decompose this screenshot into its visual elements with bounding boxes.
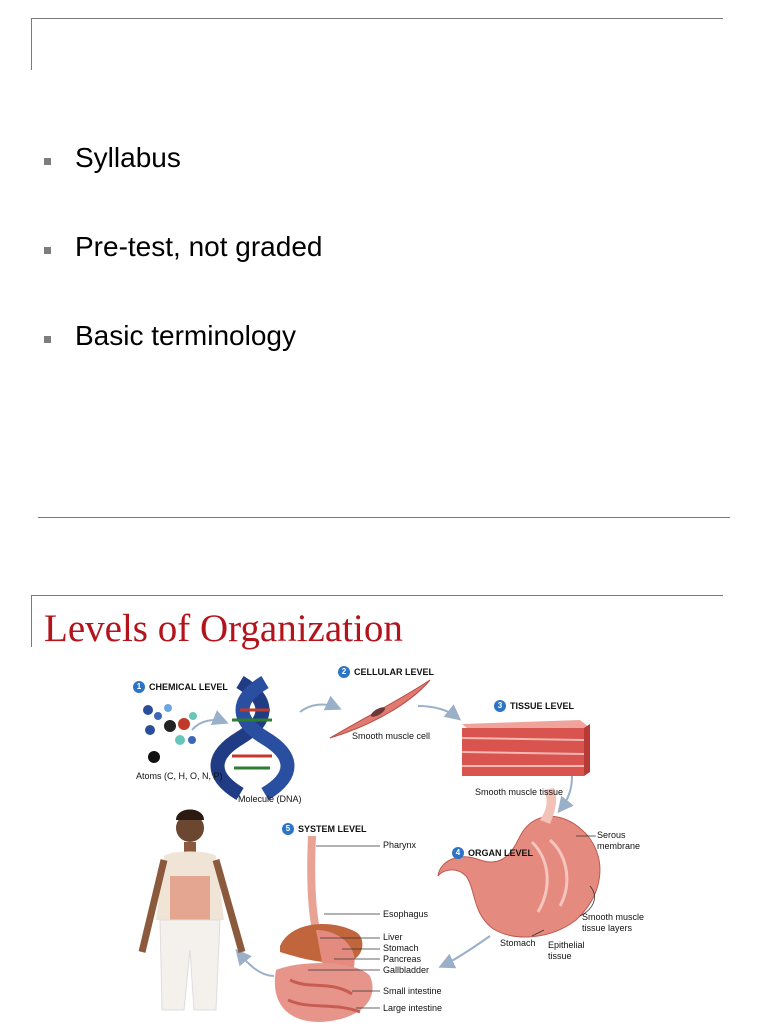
label-esophagus: Esophagus xyxy=(383,909,429,919)
caption-serous: Serous xyxy=(597,830,626,840)
caption-stomach-organ: Stomach xyxy=(500,938,536,948)
caption-epithelial-tissue: tissue xyxy=(548,951,572,961)
label-large-intestine: Large intestine xyxy=(383,1003,443,1013)
bullet-text: Syllabus xyxy=(75,142,181,173)
caption-epithelial: Epithelial xyxy=(548,940,585,950)
label-pharynx: Pharynx xyxy=(383,840,417,850)
caption-smooth-muscle: Smooth muscle xyxy=(582,912,645,922)
caption-cell: Smooth muscle cell xyxy=(352,731,431,741)
caption-membrane: membrane xyxy=(597,841,641,851)
level-heading-cellular: 2 CELLULAR LEVEL xyxy=(338,666,434,678)
level-heading-organ: 4 ORGAN LEVEL xyxy=(452,847,533,859)
bullet-square-icon xyxy=(44,247,51,254)
label-liver: Liver xyxy=(383,932,403,942)
levels-of-organization-figure xyxy=(120,660,640,1024)
smooth-muscle-tissue-illustration xyxy=(462,720,590,776)
bullet-square-icon xyxy=(44,336,51,343)
level-heading-chemical: 1 CHEMICAL LEVEL xyxy=(133,681,228,693)
slide-1-left-border xyxy=(31,18,32,70)
label-stomach: Stomach xyxy=(383,943,419,953)
bullet-text: Basic terminology xyxy=(75,320,296,351)
label-small-intestine: Small intestine xyxy=(383,986,442,996)
caption-tissue: Smooth muscle tissue xyxy=(475,787,564,797)
bullet-item-terminology xyxy=(44,316,296,356)
level-heading-tissue: 3 TISSUE LEVEL xyxy=(494,700,574,712)
slide-2-left-border xyxy=(31,595,32,647)
label-pancreas: Pancreas xyxy=(383,954,422,964)
slide-2-top-border xyxy=(31,595,723,596)
slide-title: Levels of Organization xyxy=(44,607,403,650)
caption-tissue-layers: tissue layers xyxy=(582,923,633,933)
bullet-text: Pre-test, not graded xyxy=(75,231,323,262)
slide-divider xyxy=(38,517,730,518)
bullet-item-pretest xyxy=(44,227,322,267)
bullet-square-icon xyxy=(44,158,51,165)
label-gallbladder: Gallbladder xyxy=(383,965,430,975)
level-heading-system: 5 SYSTEM LEVEL xyxy=(282,823,367,835)
slide-1-top-border xyxy=(31,18,723,19)
bullet-item-syllabus xyxy=(44,138,181,178)
caption-atoms: Atoms (C, H, O, N, P) xyxy=(136,771,223,781)
caption-molecule: Molecule (DNA) xyxy=(238,794,302,804)
